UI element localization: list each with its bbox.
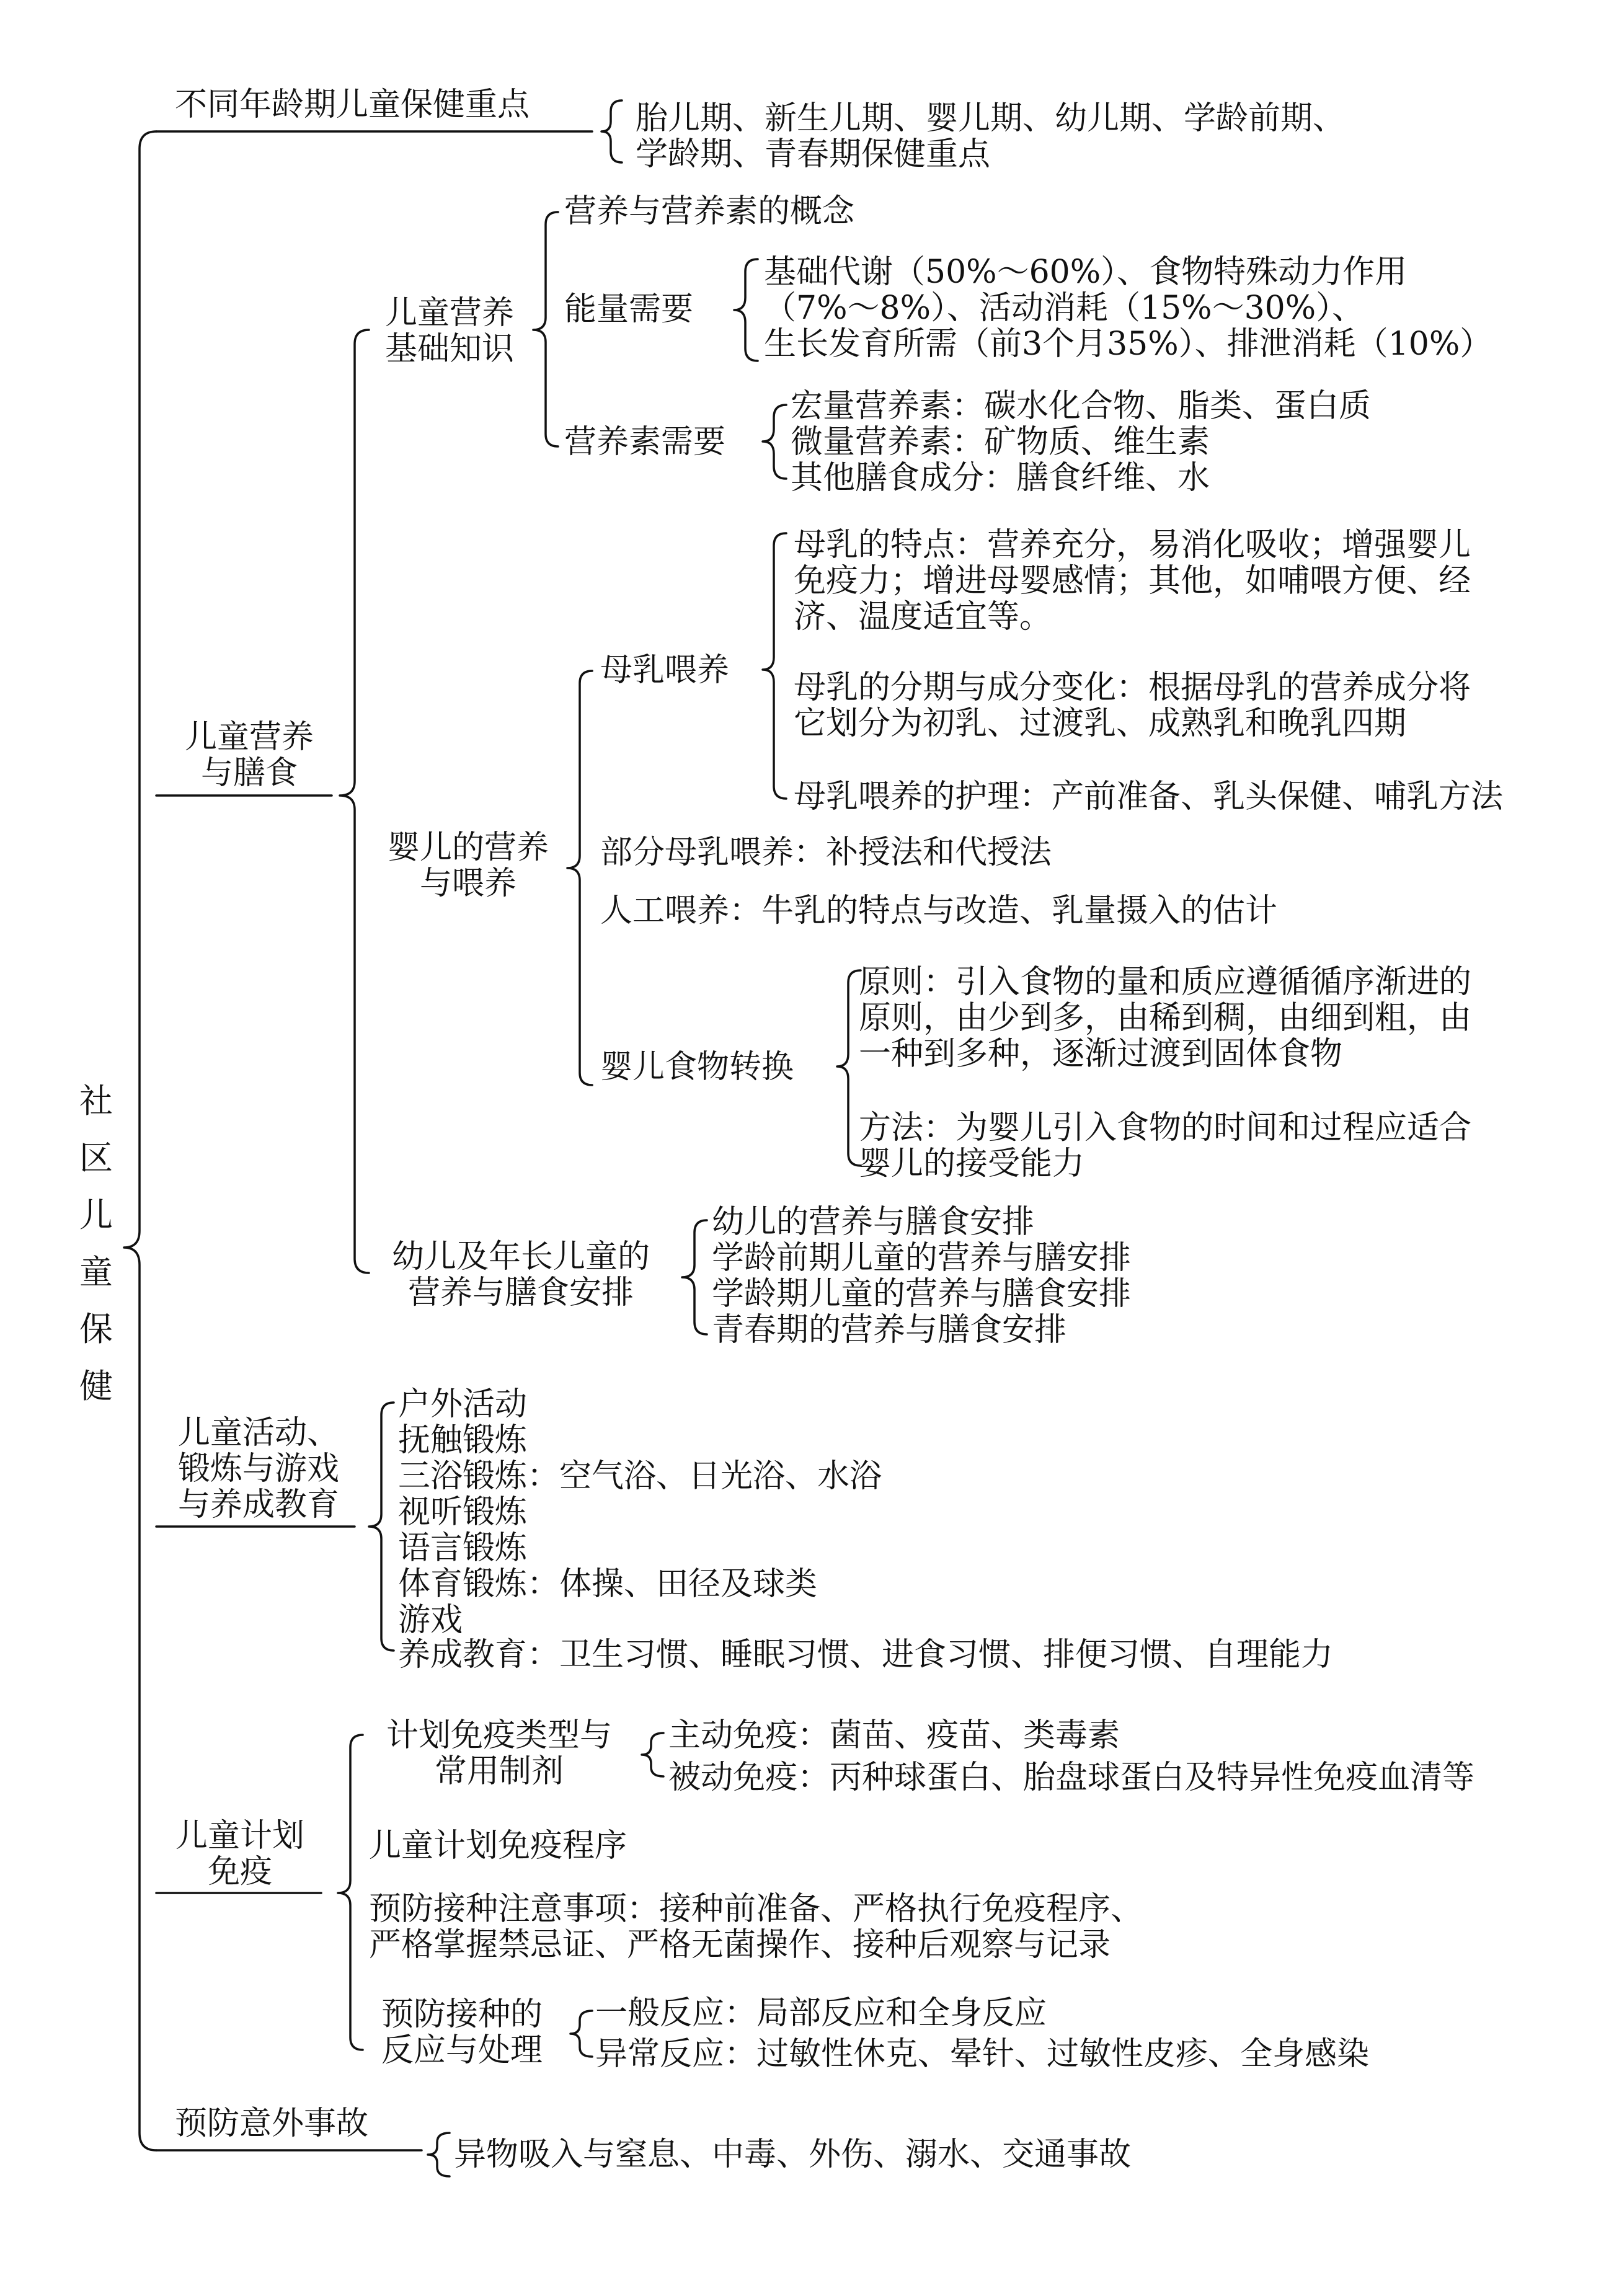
- activity-brace: [369, 1403, 394, 1651]
- activity-title: 儿童活动、 锻炼与游戏 与养成教育: [177, 1414, 339, 1523]
- age-care-title: 不同年龄期儿童保健重点: [175, 86, 530, 123]
- partial-feeding: 部分母乳喂养：补授法和代授法: [600, 834, 1052, 871]
- reactions-item-2: 异常反应：过敏性休克、晕针、过敏性皮疹、全身感染: [595, 2036, 1370, 2073]
- breast-care: 母乳喂养的护理：产前准备、乳头保健、哺乳方法: [794, 778, 1504, 815]
- infant-title: 婴儿的营养 与喂养: [387, 829, 549, 902]
- precautions-text: 预防接种注意事项：接种前准备、严格执行免疫程序、 严格掌握禁忌证、严格无菌操作、接种后观察与记录: [369, 1890, 1143, 1964]
- types-item-2: 被动免疫：丙种球蛋白、胎盘球蛋白及特异性免疫血清等: [668, 1759, 1475, 1796]
- older-brace: [682, 1220, 707, 1334]
- age-care-brace: [601, 100, 622, 162]
- basic-title: 儿童营养 基础知识: [384, 295, 514, 368]
- reactions-brace: [570, 2011, 592, 2057]
- energy-label: 能量需要: [564, 291, 694, 328]
- accident-brace: [428, 2133, 450, 2176]
- artificial-feeding: 人工喂养：牛乳的特点与改造、乳量摄入的估计: [600, 892, 1278, 929]
- nutrients-item-1: 宏量营养素：碳水化合物、脂类、蛋白质: [791, 388, 1372, 425]
- immunization-brace: [338, 1735, 363, 2050]
- breast-features: 母乳的特点：营养充分，易消化吸收；增强婴儿 免疫力；增进母婴感情；其他，如哺喂方便、经 济、温度适宜等。: [794, 526, 1471, 636]
- energy-brace: [734, 259, 758, 361]
- nutrients-label: 营养素需要: [564, 423, 726, 461]
- nutrients-brace: [763, 405, 786, 479]
- older-item-3: 学龄期儿童的营养与膳食安排: [712, 1275, 1132, 1313]
- types-item-1: 主动免疫：菌苗、疫苗、类毒素: [668, 1717, 1120, 1754]
- transition-label: 婴儿食物转换: [600, 1048, 794, 1086]
- energy-detail: 基础代谢（50%～60%）、食物特殊动力作用 （7%～8%）、活动消耗（15%～30%）、 生长发育所需（前3个月35%）、排泄消耗（10%）: [764, 254, 1492, 363]
- activity-item-5: 语言锻炼: [398, 1530, 528, 1567]
- immunization-title: 儿童计划 免疫: [175, 1817, 304, 1890]
- older-item-2: 学龄前期儿童的营养与膳安排: [712, 1239, 1132, 1277]
- accident-title: 预防意外事故: [175, 2105, 369, 2142]
- activity-item-1: 户外活动: [398, 1386, 528, 1423]
- older-item-1: 幼儿的营养与膳食安排: [712, 1203, 1035, 1241]
- root-brace: [124, 131, 156, 2150]
- older-title: 幼儿及年长儿童的 营养与膳食安排: [391, 1238, 650, 1311]
- breast-label: 母乳喂养: [600, 652, 730, 689]
- age-care-detail: 胎儿期、新生儿期、婴儿期、幼儿期、学龄前期、 学龄期、青春期保健重点: [636, 100, 1346, 173]
- activity-item-2: 抚触锻炼: [398, 1422, 528, 1459]
- reactions-label: 预防接种的 反应与处理: [381, 1996, 543, 2069]
- nutrients-item-3: 其他膳食成分：膳食纤维、水: [791, 459, 1210, 497]
- nutrition-title: 儿童营养 与膳食: [184, 719, 314, 792]
- older-item-4: 青春期的营养与膳食安排: [712, 1311, 1067, 1349]
- reactions-item-1: 一般反应：局部反应和全身反应: [595, 1995, 1047, 2032]
- types-label: 计划免疫类型与 常用制剂: [386, 1717, 612, 1790]
- activity-item-4: 视听锻炼: [398, 1494, 528, 1531]
- transition-principle: 原则：引入食物的量和质应遵循循序渐进的 原则，由少到多，由稀到稠，由细到粗，由 一种到多种，逐渐过渡到固体食物: [859, 964, 1472, 1073]
- program-text: 儿童计划免疫程序: [369, 1827, 627, 1864]
- concept-text: 营养与营养素的概念: [564, 193, 855, 230]
- nutrients-item-2: 微量营养素：矿物质、维生素: [791, 423, 1210, 461]
- types-brace: [642, 1733, 663, 1776]
- root-title: 社 区 儿 童 保 健: [79, 1081, 113, 1406]
- activity-item-7: 游戏: [398, 1602, 463, 1639]
- activity-item-6: 体育锻炼：体操、田径及球类: [398, 1566, 818, 1603]
- activity-item-3: 三浴锻炼：空气浴、日光浴、水浴: [398, 1458, 882, 1495]
- transition-method: 方法：为婴儿引入食物的时间和过程应适合 婴儿的接受能力: [859, 1109, 1472, 1182]
- transition-brace: [837, 970, 861, 1166]
- infant-brace: [567, 671, 592, 1085]
- accident-detail: 异物吸入与窒息、中毒、外伤、溺水、交通事故: [454, 2136, 1132, 2173]
- activity-item-8: 养成教育：卫生习惯、睡眠习惯、进食习惯、排便习惯、自理能力: [398, 1636, 1334, 1673]
- breast-brace: [763, 533, 786, 799]
- nutrition-brace: [340, 330, 369, 1273]
- basic-brace: [533, 212, 558, 446]
- breast-stages: 母乳的分期与成分变化：根据母乳的营养成分将 它划分为初乳、过渡乳、成熟乳和晚乳四期: [794, 669, 1471, 742]
